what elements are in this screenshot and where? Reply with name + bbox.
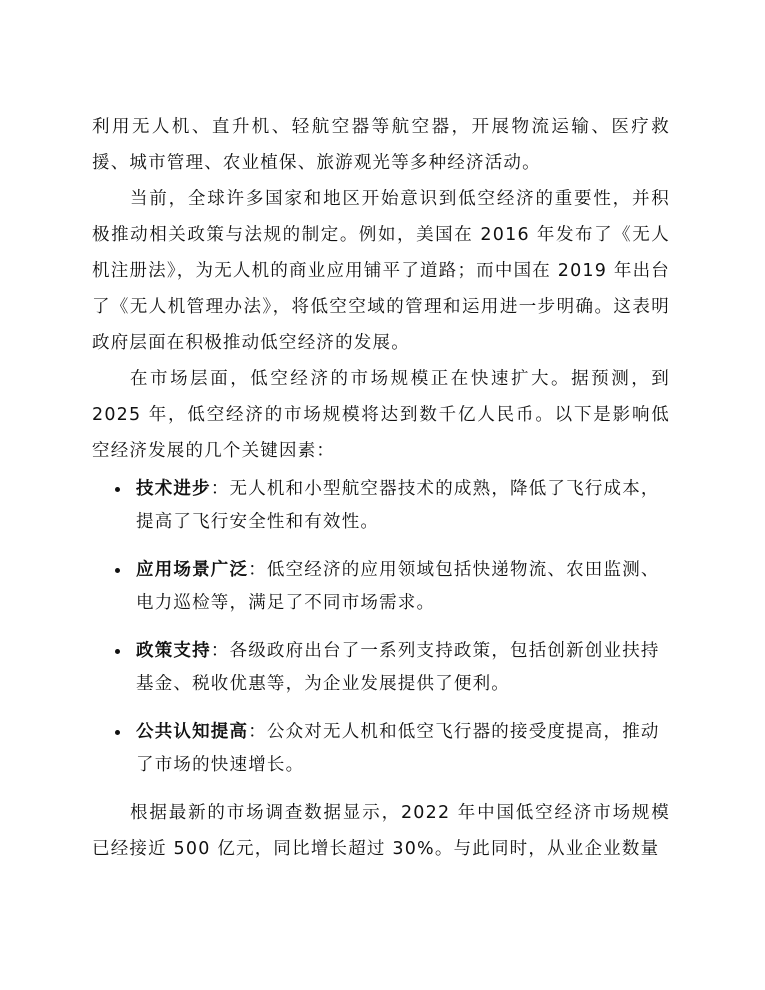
list-item xyxy=(92,635,670,701)
bullet-icon xyxy=(115,649,120,654)
factor-text: 低空经济的应用领域包括快递物流、农田监测、电力巡检等，满足了不同市场需求。 xyxy=(136,560,660,613)
paragraph-policy: 当前，全球许多国家和地区开始意识到低空经济的重要性，并积极推动相关政策与法规的制定。例如，美国在 2016 年发布了《无人机注册法》，为无人机的商业应用铺平了道路；而中国在 2019 年出台了《无人机管理办法》，将低空空域的管理和运用进一步明确。这表明政府层面在积极推动低空经济的发展。 xyxy=(92,189,670,353)
paragraph-intro-continuation: 利用无人机、直升机、轻航空器等航空器，开展物流运输、医疗救援、城市管理、农业植保、旅游观光等多种经济活动。 xyxy=(92,117,670,173)
document-page xyxy=(92,109,670,867)
bullet-icon xyxy=(115,730,120,735)
factor-text: 公众对无人机和低空飞行器的接受度提高，推动了市场的快速增长。 xyxy=(136,722,660,775)
bullet-icon xyxy=(115,487,120,492)
factor-colon: ： xyxy=(210,641,230,661)
factor-text: 无人机和小型航空器技术的成熟，降低了飞行成本，提高了飞行安全性和有效性。 xyxy=(136,479,660,532)
factor-text: 各级政府出台了一系列支持政策，包括创新创业扶持基金、税收优惠等，为企业发展提供了便利。 xyxy=(136,641,660,694)
list-item xyxy=(92,716,670,782)
factor-colon: ： xyxy=(210,479,230,499)
paragraph-market-data: 根据最新的市场调查数据显示，2022 年中国低空经济市场规模已经接近 500 亿元，同比增长超过 30%。与此同时，从业企业数量 xyxy=(92,803,670,859)
factor-colon: ： xyxy=(248,560,267,580)
key-factors-list xyxy=(92,473,670,782)
list-item xyxy=(92,554,670,620)
factor-term: 公共认知提高 xyxy=(136,722,249,742)
factor-term: 政策支持 xyxy=(136,641,211,661)
list-item xyxy=(92,473,670,539)
bullet-icon xyxy=(115,568,120,573)
paragraph-market: 在市场层面，低空经济的市场规模正在快速扩大。据预测，到 2025 年，低空经济的市场规模将达到数千亿人民币。以下是影响低空经济发展的几个关键因素： xyxy=(92,369,670,461)
factor-colon: ： xyxy=(248,722,267,742)
factor-term: 应用场景广泛 xyxy=(136,560,249,580)
factor-term: 技术进步 xyxy=(136,479,211,499)
